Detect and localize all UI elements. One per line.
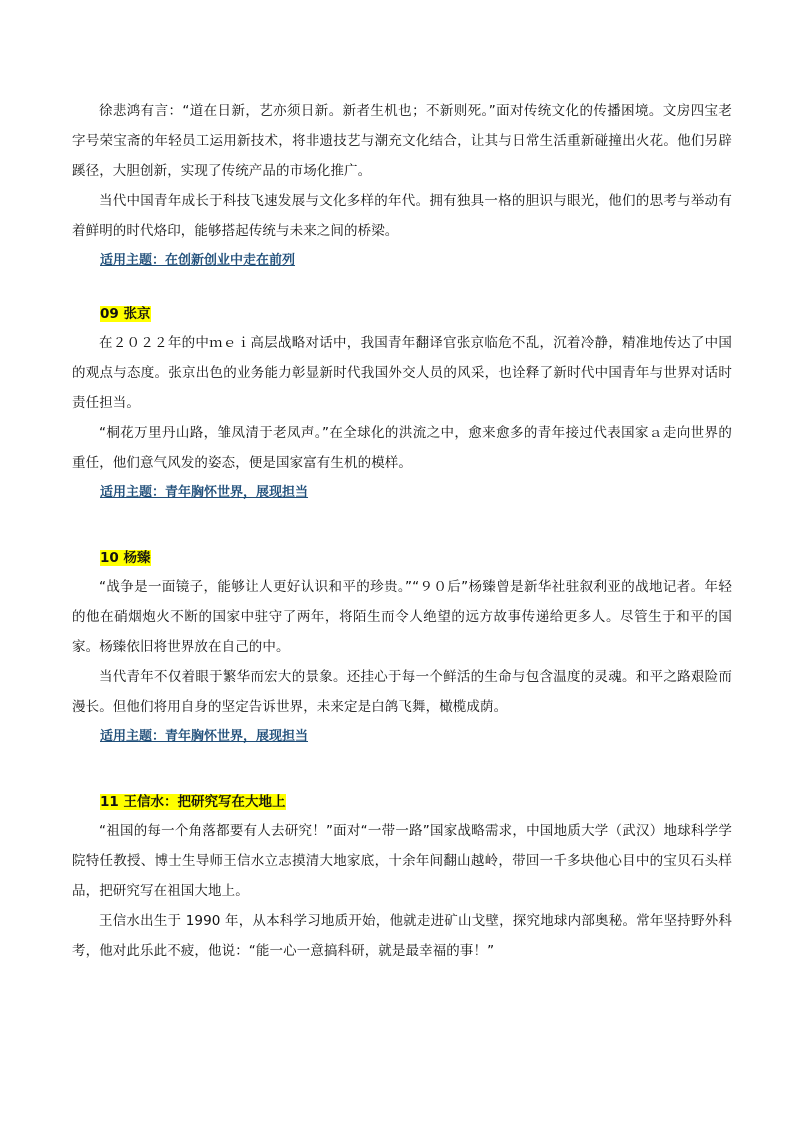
paragraph: 当代青年不仅着眼于繁华而宏大的景象。还挂心于每一个鲜活的生命与包含温度的灵魂。和平之路艰险而漫长。但他们将用自身的坚定告诉世界，未来定是白鸽飞舞，橄榄成荫。	[72, 669, 732, 715]
paragraph: “战争是一面镜子，能够让人更好认识和平的珍贵。”“９０后”杨臻曾是新华社驻叙利亚的战地记者。年轻的他在硝烟炮火不断的国家中驻守了两年，将陌生而令人绝望的远方故事传递给更多人。尽管生于和平的国家。杨臻依旧将世界放在自己的中。	[72, 579, 732, 655]
paragraph: 在２０２２年的中ｍｅｉ高层战略对话中，我国青年翻译官张京临危不乱，沉着冷静，精准地传达了中国的观点与态度。张京出色的业务能力彰显新时代我国外交人员的风采，也诠释了新时代中国青年与世界对话时责任担当。	[72, 335, 732, 411]
section-heading	[100, 302, 732, 326]
paragraph: 当代中国青年成长于科技飞速发展与文化多样的年代。拥有独具一格的胆识与眼光，他们的思考与举动有着鲜明的时代烙印，能够搭起传统与未来之间的桥梁。	[72, 193, 732, 239]
paragraph: “桐花万里丹山路，雏凤清于老凤声。”在全球化的洪流之中，愈来愈多的青年接过代表国家ａ走向世界的重任，他们意气风发的姿态，便是国家富有生机的模样。	[72, 425, 732, 471]
section-heading-text: 11 王信水：把研究写在大地上	[100, 794, 286, 810]
section-heading	[100, 546, 732, 570]
section-heading	[100, 790, 732, 814]
theme-label: 适用主题：青年胸怀世界，展现担当	[100, 485, 309, 500]
theme-label: 适用主题：在创新创业中走在前列	[100, 253, 296, 268]
section-heading-text: 10 杨臻	[100, 550, 151, 566]
document-body	[72, 96, 732, 966]
paragraph: 徐悲鸿有言：“道在日新，艺亦须日新。新者生机也；不新则死。”面对传统文化的传播困境。文房四宝老字号荣宝斋的年轻员工运用新技术，将非遗技艺与潮充文化结合，让其与日常生活重新碰撞出火花。他们另辟蹊径，大胆创新，实现了传统产品的市场化推广。	[72, 103, 732, 179]
section-heading-text: 09 张京	[100, 306, 151, 322]
theme-label: 适用主题：青年胸怀世界，展现担当	[100, 729, 309, 744]
paragraph: 王信水出生于 1990 年，从本科学习地质开始，他就走进矿山戈壁，探究地球内部奥秘。常年坚持野外科考，他对此乐此不疲，他说：“能一心一意搞科研，就是最幸福的事！”	[72, 913, 732, 959]
paragraph: “祖国的每一个角落都要有人去研究！”面对“一带一路”国家战略需求，中国地质大学（武汉）地球科学学院特任教授、博士生导师王信水立志摸清大地家底，十余年间翻山越岭，带回一千多块他心目中的宝贝石头样品，把研究写在祖国大地上。	[72, 823, 732, 899]
